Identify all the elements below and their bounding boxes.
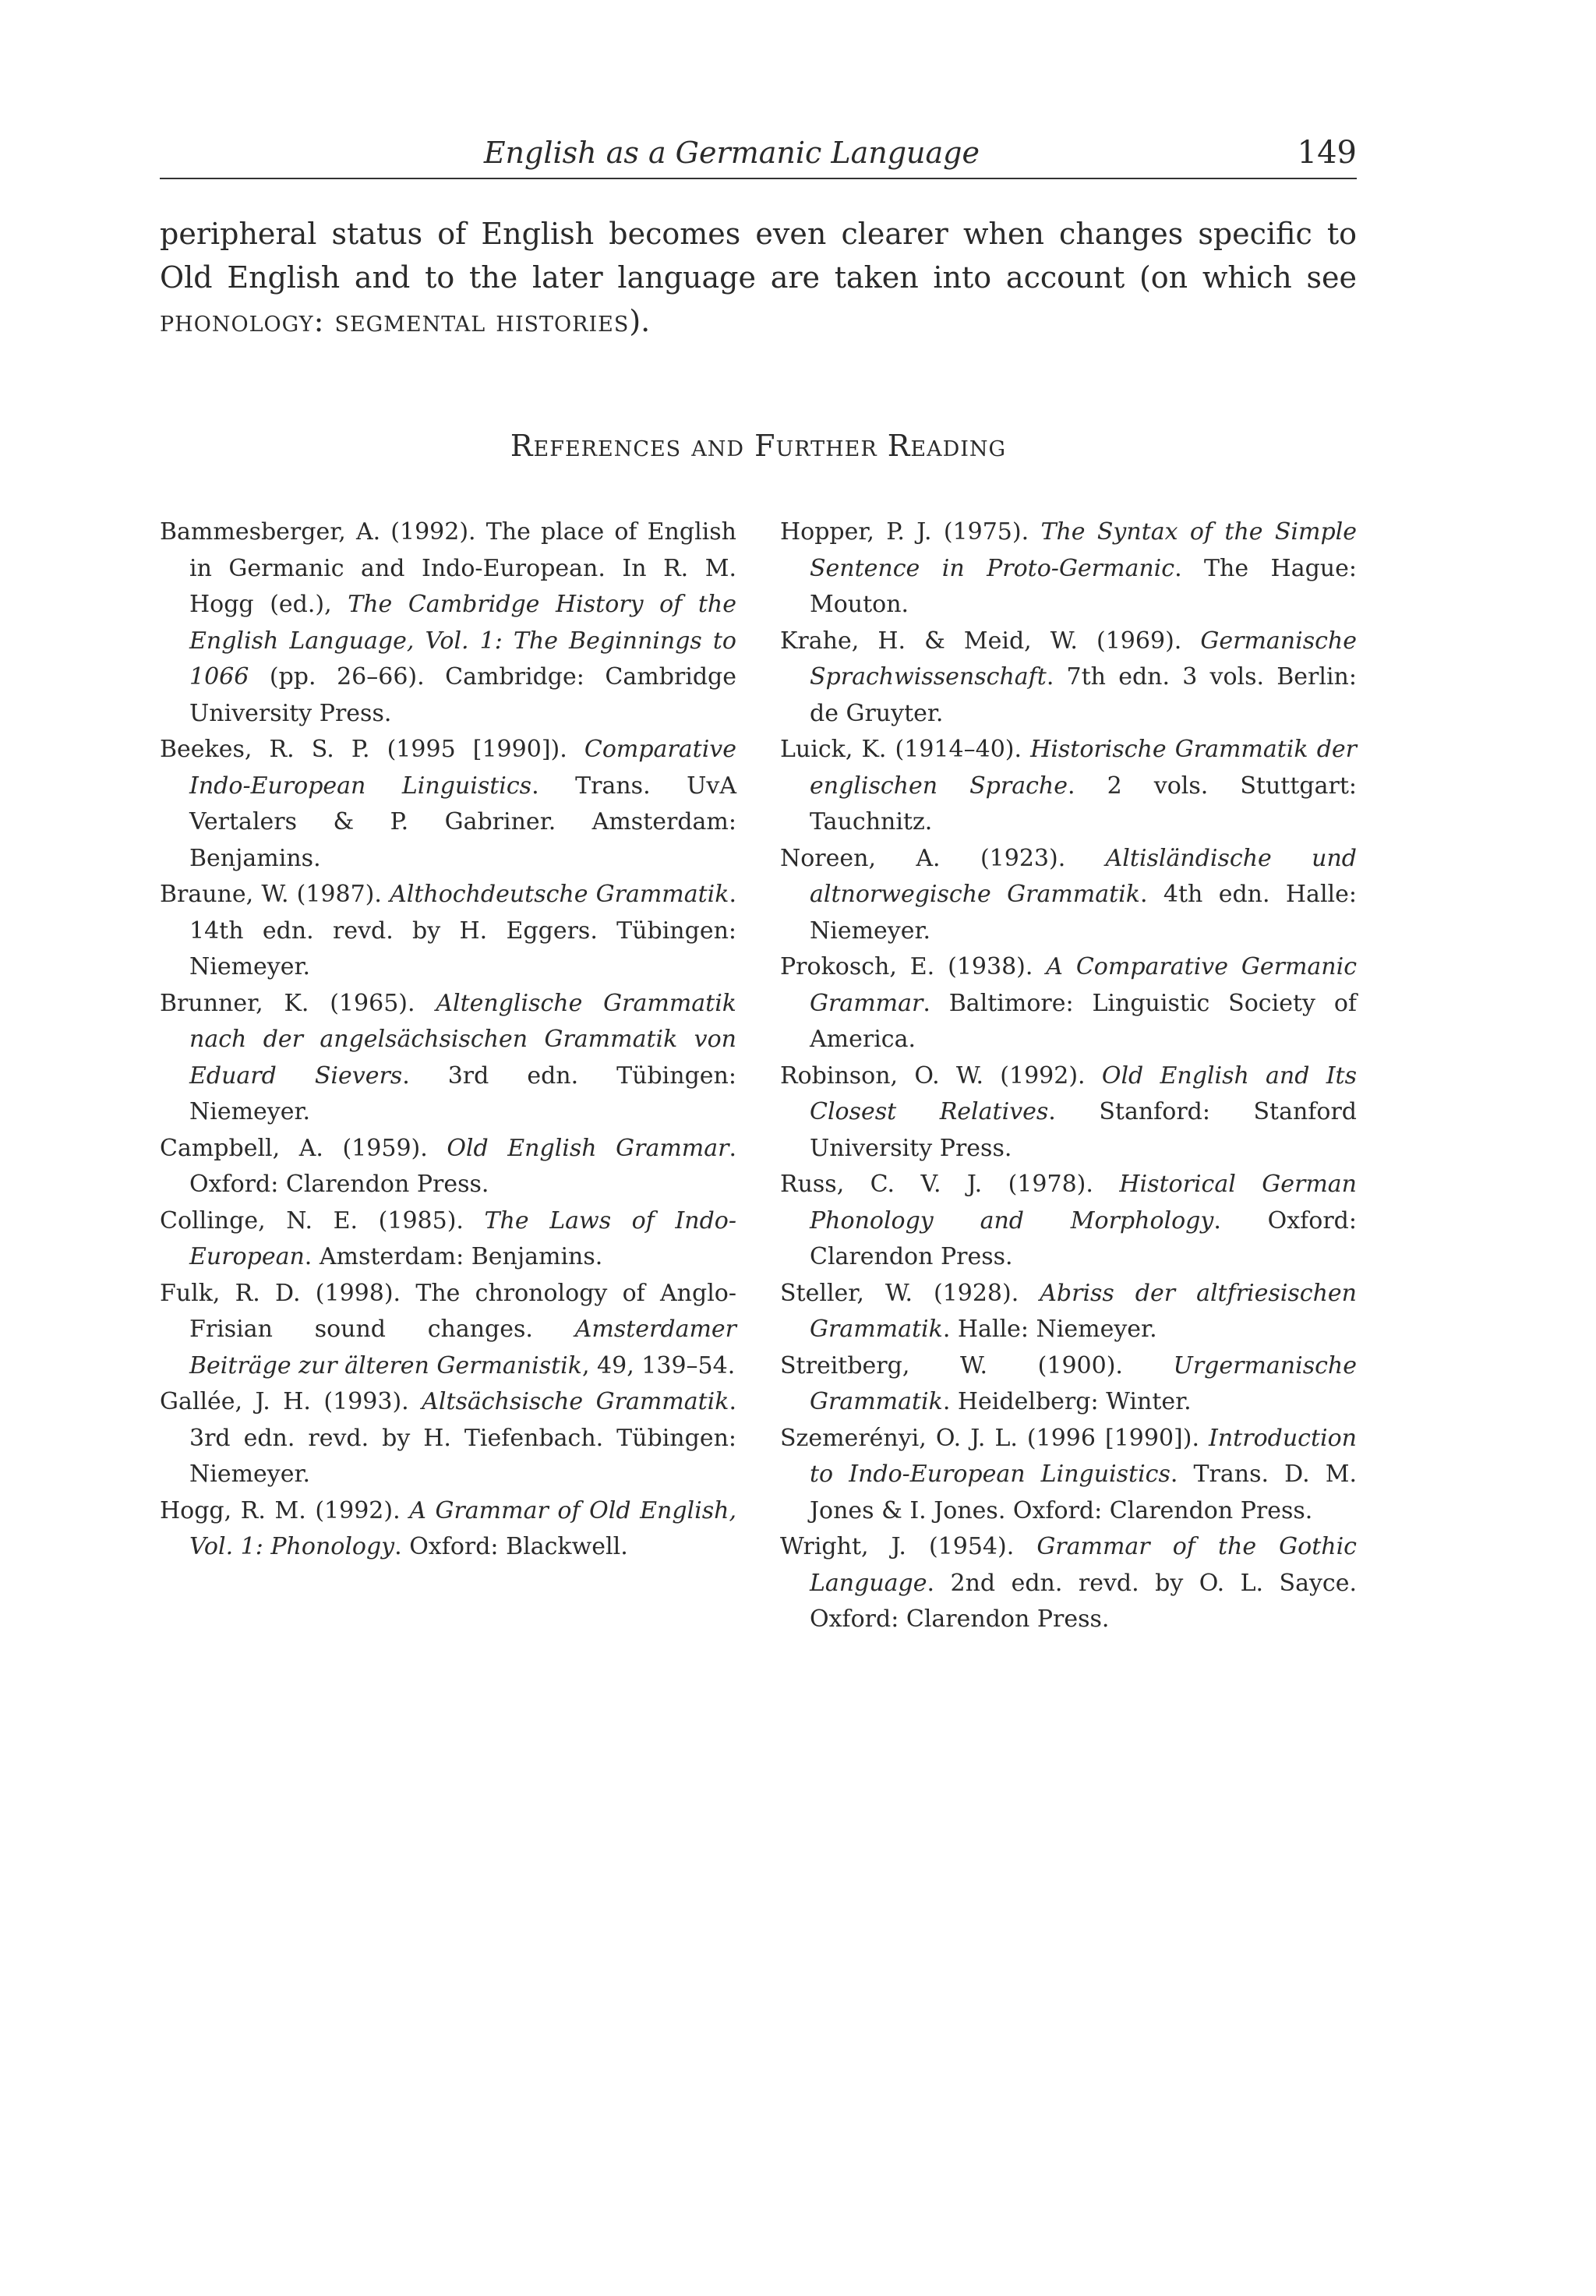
reference-text: Beekes, R. S. P. (1995 [1990]). [160,736,584,763]
reference-text: . 3rd edn. Tübingen: Niemeyer. [189,1061,736,1125]
reference-title: Altsächsische Grammatik [422,1388,729,1415]
reference-title: The Laws of Indo-European [189,1206,736,1270]
intro-tail: ). [629,304,651,338]
reference-title: Old English and Its Closest Relatives [810,1061,1357,1125]
reference-entry [160,1493,736,1566]
reference-entry [780,1058,1357,1167]
reference-text: . Trans. UvA Vertalers & P. Gabriner. Amsterdam: Benjamins. [189,772,736,872]
reference-entry [780,732,1357,841]
section-heading: References and Further Reading [510,429,1007,463]
reference-title: Historische Grammatik der englischen Sprache [810,736,1357,800]
reference-entry [780,1348,1357,1421]
reference-text: Campbell, A. (1959). [160,1134,447,1162]
reference-entry [160,986,736,1131]
reference-title: Historical German Phonology and Morphology [810,1171,1357,1235]
reference-title: Urgermanische Grammatik [810,1351,1357,1415]
reference-title: A Grammar of Old English, Vol. 1: Phonology [189,1496,736,1560]
reference-title: Introduction to Indo-European Linguistics [810,1424,1357,1488]
reference-text: . Trans. D. M. Jones & I. Jones. Oxford: Clarendon Press. [810,1461,1357,1524]
reference-text: Bammesberger, A. (1992). The place of English in Germanic and Indo-European. In R. M. Hogg (ed.), [160,518,736,618]
reference-text: . 2nd edn. revd. by O. L. Sayce. Oxford: Clarendon Press. [810,1569,1357,1633]
reference-title: Altisländische und altnorwegische Grammatik [810,844,1357,908]
reference-text: . Oxford: Clarendon Press. [189,1134,737,1198]
reference-text: Hopper, P. J. (1975). [780,518,1041,546]
reference-entry [160,1203,736,1276]
reference-text: Krahe, H. & Meid, W. (1969). [780,627,1201,655]
reference-text: Wright, J. (1954). [780,1533,1037,1560]
reference-text: . Baltimore: Linguistic Society of America. [810,989,1357,1053]
reference-entry [780,841,1357,950]
intro-paragraph [160,212,1357,343]
reference-text: Fulk, R. D. (1998). The chronology of Anglo-Frisian sound changes. [160,1279,736,1343]
reference-text: , 49, 139–54. [581,1351,736,1379]
reference-text: . 7th edn. 3 vols. Berlin: de Gruyter. [810,663,1357,727]
reference-text: Steller, W. (1928). [780,1279,1040,1307]
reference-title: Amsterdamer Beiträge zur älteren Germanistik [189,1316,736,1379]
reference-column-right [780,514,1357,1638]
reference-text: Noreen, A. (1923). [780,844,1106,872]
reference-entry [160,732,736,877]
reference-text: Streitberg, W. (1900). [780,1351,1174,1379]
reference-text: . Halle: Niemeyer. [942,1316,1157,1343]
cross-reference: phonology: segmental histories [160,304,630,338]
reference-entry [780,1421,1357,1530]
running-head [160,134,1357,179]
reference-title: Altenglische Grammatik nach der angelsächsischen Grammatik von Eduard Sievers [189,989,736,1090]
reference-text: . Oxford: Blackwell. [394,1533,628,1560]
reference-title: The Syntax of the Simple Sentence in Proto-Germanic [810,518,1358,582]
reference-text: Luick, K. (1914–40). [780,736,1031,763]
reference-text: . Oxford: Clarendon Press. [810,1206,1357,1270]
reference-title: Althochdeutsche Grammatik [390,881,729,908]
reference-text: . Stanford: Stanford University Press. [810,1098,1357,1162]
reference-text: . The Hague: Mouton. [810,554,1357,618]
reference-entry [780,1276,1357,1348]
reference-text: Gallée, J. H. (1993). [160,1388,422,1415]
reference-text: Prokosch, E. (1938). [780,953,1047,980]
reference-title: Grammar of the Gothic Language [810,1533,1357,1597]
reference-text: . Amsterdam: Benjamins. [304,1243,603,1270]
reference-entry [780,623,1357,733]
reference-entry [160,1131,736,1203]
reference-title: Comparative Indo-European Linguistics [189,736,736,800]
reference-title: Abriss der altfriesischen Grammatik [810,1279,1357,1343]
running-title: English as a Germanic Language [483,136,980,170]
reference-column-left [160,514,736,1638]
reference-title: A Comparative Germanic Grammar [810,953,1357,1017]
reference-title: The Cambridge History of the English Language, Vol. 1: The Beginnings to 1066 [189,591,736,691]
reference-entry [160,877,736,986]
reference-text: Russ, C. V. J. (1978). [780,1171,1120,1198]
reference-text: . 4th edn. Halle: Niemeyer. [810,881,1357,945]
reference-entry [160,1384,736,1493]
book-page [160,0,1357,2296]
reference-text: . 2 vols. Stuttgart: Tauchnitz. [810,772,1357,835]
reference-entry [160,514,736,732]
reference-entry [780,1167,1357,1276]
reference-text: . Heidelberg: Winter. [942,1388,1192,1415]
reference-entry [160,1276,736,1385]
reference-text: Hogg, R. M. (1992). [160,1496,410,1524]
reference-entry [780,949,1357,1058]
reference-text: Robinson, O. W. (1992). [780,1061,1102,1090]
reference-entry [780,514,1357,623]
reference-list [160,514,1357,1638]
reference-text: . 3rd edn. revd. by H. Tiefenbach. Tübingen: Niemeyer. [189,1388,737,1488]
reference-text: Collinge, N. E. (1985). [160,1206,485,1235]
reference-text: Braune, W. (1987). [160,881,390,908]
reference-title: Germanische Sprachwissenschaft [810,627,1357,691]
reference-text: Brunner, K. (1965). [160,989,436,1017]
page-number: 149 [1297,135,1357,171]
reference-text: (pp. 26–66). Cambridge: Cambridge University Press. [189,663,736,727]
reference-entry [780,1529,1357,1638]
reference-text: Szemerényi, O. J. L. (1996 [1990]). [780,1424,1209,1452]
reference-title: Old English Grammar [447,1134,729,1162]
reference-text: . 14th edn. revd. by H. Eggers. Tübingen: Niemeyer. [189,881,737,980]
intro-text: peripheral status of English becomes even clearer when changes specific to Old English and to the later language are taken into account (on which see [160,217,1357,295]
